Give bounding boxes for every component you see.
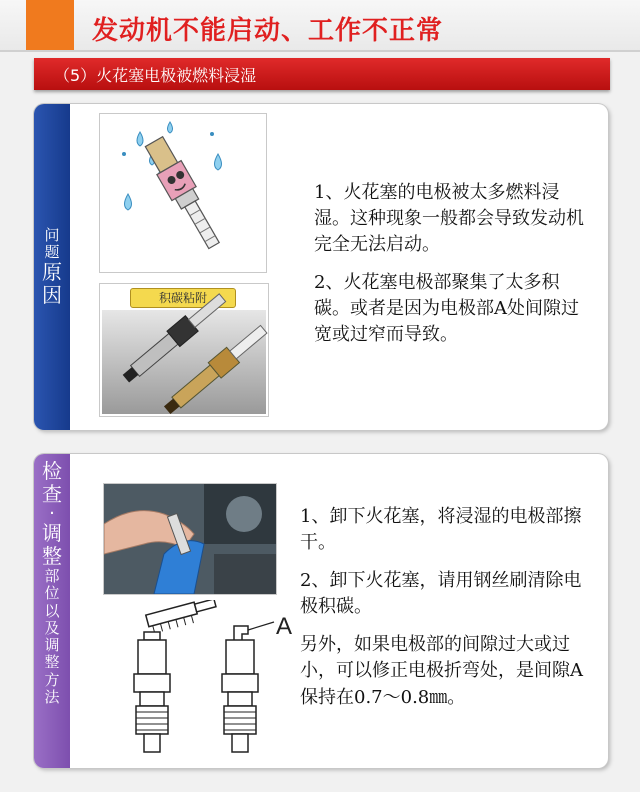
cause-paragraph: 2、火花塞电极部聚集了太多积碳。或者是因为电极部A处间隙过宽或过窄而导致。 — [314, 272, 579, 346]
side-char: 方 — [44, 670, 60, 689]
cause-paragraph: 1、火花塞的电极被太多燃料浸湿。这种现象一般都会导致发动机完全无法启动。 — [314, 182, 584, 256]
adjust-side-label — [34, 454, 70, 768]
adjust-paragraph: 2、卸下火花塞，请用钢丝刷清除电极积碳。 — [300, 570, 582, 618]
carbon-deposit-photo — [100, 284, 268, 416]
side-char: 原 — [42, 260, 62, 285]
adjust-panel — [34, 454, 608, 768]
side-char: 整 — [42, 544, 62, 569]
adjust-paragraph: 另外，如果电极部的间隙过大或过小，可以修正电极折弯处，是间隙A保持在0.7～0.8㎜。 — [300, 634, 583, 708]
side-char: 调 — [42, 521, 62, 546]
side-char: 因 — [42, 283, 62, 308]
cause-text — [314, 180, 594, 361]
side-char: 整 — [44, 653, 60, 672]
section-title: （5）火花塞电极被燃料浸湿 — [54, 66, 257, 85]
title-bar — [0, 0, 640, 52]
wet-spark-plug-illustration — [100, 114, 266, 272]
title-accent — [26, 0, 74, 50]
spark-plug-removal-photo — [104, 484, 276, 594]
side-char: 查 — [42, 482, 62, 506]
side-char: · — [49, 503, 55, 524]
photo-label: 积碳粘附 — [130, 288, 236, 308]
side-char: 法 — [44, 687, 60, 706]
section-header — [34, 58, 610, 90]
side-char: 调 — [44, 636, 60, 655]
cause-panel — [34, 104, 608, 430]
side-char: 及 — [44, 618, 60, 637]
side-char: 检 — [42, 459, 62, 483]
page-title: 发动机不能启动、工作不正常 — [92, 16, 444, 46]
side-char: 部 — [44, 567, 60, 586]
side-char: 题 — [44, 243, 60, 261]
side-char: 问 — [44, 225, 60, 244]
electrode-gap-diagram — [114, 600, 304, 760]
adjust-text — [300, 504, 590, 723]
side-char: 位 — [44, 584, 60, 603]
adjust-paragraph: 1、卸下火花塞，将浸湿的电极部擦干。 — [300, 506, 582, 554]
cause-side-label — [34, 104, 70, 430]
gap-label-a: A — [276, 613, 293, 640]
side-char: 以 — [44, 601, 60, 620]
